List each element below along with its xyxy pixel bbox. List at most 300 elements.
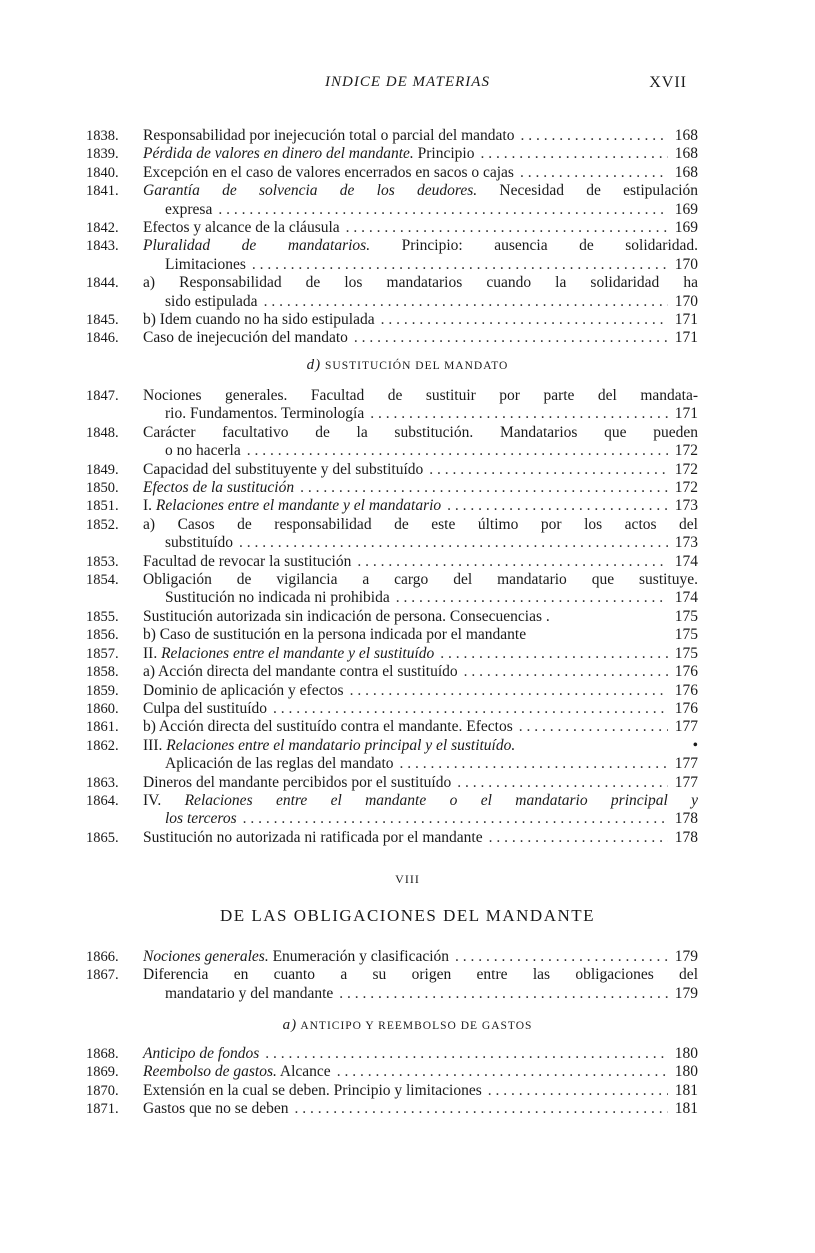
entry-text [143, 219, 698, 237]
entry-line [143, 774, 698, 792]
italic-text: Garantía de solvencia de los deudores. [143, 182, 478, 200]
entry-text [143, 663, 698, 681]
leader-dots [247, 442, 668, 460]
leader-dots [447, 497, 668, 515]
entry-text [143, 164, 698, 182]
entry-number: 1844. [86, 275, 119, 292]
entry-text [143, 311, 698, 329]
leader-dots [346, 219, 668, 237]
entry-page-number: 168 [674, 163, 698, 181]
entry-text [143, 497, 698, 515]
entry-line [143, 534, 698, 552]
index-entry [86, 718, 698, 736]
text-run: I. [143, 497, 156, 515]
entry-line-text [165, 442, 241, 460]
text-run: Sustitución no autorizada ni ratificada por el mandante [143, 828, 483, 846]
entry-line [143, 810, 698, 828]
entry-page-number: 168 [674, 145, 698, 163]
leader-dots [370, 405, 668, 423]
entry-number: 1857. [86, 645, 119, 662]
entry-line-text [143, 387, 698, 404]
text-run: Facultad de revocar la sustitución [143, 552, 352, 570]
entry-page-number: 169 [674, 219, 698, 237]
index-entry [86, 274, 698, 311]
leader-dots [464, 663, 668, 681]
entry-page-number: 177 [674, 755, 698, 773]
chapter-number: VIII [395, 872, 420, 886]
entry-line [143, 274, 698, 292]
entry-line-text [143, 553, 351, 571]
entry-line [143, 442, 698, 460]
entry-line-text [143, 966, 698, 983]
entry-line [143, 424, 698, 442]
entry-number: 1847. [86, 388, 119, 404]
entry-number: 1867. [86, 967, 119, 984]
leader-dots [455, 948, 668, 966]
entry-page-number: 178 [674, 810, 698, 828]
index-entry [86, 479, 698, 497]
entry-line-text [165, 293, 258, 311]
index-entry [86, 700, 698, 718]
entry-line [143, 626, 698, 644]
entry-number: 1871. [86, 1101, 119, 1118]
entry-page-number: • [692, 736, 698, 754]
text-run: a) Responsabilidad de los mandatarios cuando la solidaridad ha [143, 274, 698, 292]
leader-dots [218, 201, 668, 219]
entry-text [143, 1063, 698, 1081]
entry-page-number: 172 [674, 460, 698, 478]
text-run: Capacidad del substituyente y del substituído [143, 460, 424, 478]
entry-text [143, 829, 698, 847]
subsection-title: ANTICIPO Y REEMBOLSO DE GASTOS [300, 1020, 533, 1032]
text-run: expresa [165, 200, 213, 218]
text-run: b) Acción directa del sustituído contra el mandante. Efectos [143, 718, 513, 736]
index-entry [86, 571, 698, 608]
entry-line [143, 571, 698, 589]
italic-text: Relaciones entre el mandante y el sustituído [161, 644, 435, 662]
entry-text [143, 948, 698, 966]
entry-page-number: 175 [674, 607, 698, 625]
entry-line [143, 1045, 698, 1063]
entry-text [143, 682, 698, 700]
entry-page-number: 174 [674, 552, 698, 570]
entry-text [143, 571, 698, 608]
text-run: b) Caso de sustitución en la persona indicada por el mandante [143, 626, 527, 644]
index-entry [86, 461, 698, 479]
text-run: sido estipulada [165, 292, 258, 310]
entry-number: 1842. [86, 220, 119, 237]
entry-line [143, 182, 698, 200]
entry-line [143, 985, 698, 1003]
entry-number: 1863. [86, 774, 119, 791]
entry-line [143, 201, 698, 219]
entry-text [143, 645, 698, 663]
index-entry [86, 1082, 698, 1100]
entry-number: 1841. [86, 183, 119, 200]
index-entry [86, 145, 698, 163]
entry-line-text [143, 737, 515, 755]
entry-text [143, 329, 698, 347]
text-run: Responsabilidad por inejecución total o parcial del mandato [143, 127, 515, 144]
entry-text [143, 792, 698, 829]
entry-line-text [143, 645, 434, 663]
entry-line [143, 329, 698, 347]
entry-line-text [143, 164, 514, 182]
italic-text: Efectos de la sustitución [143, 479, 295, 497]
text-run: Excepción en el caso de valores encerrados en sacos o cajas [143, 163, 514, 181]
entry-number: 1839. [86, 146, 119, 163]
italic-text: Nociones generales. [143, 948, 269, 965]
entry-line [143, 755, 698, 773]
entry-text [143, 424, 698, 461]
entry-text [143, 1100, 698, 1118]
entry-line [143, 479, 698, 497]
leader-dots [300, 479, 668, 497]
entry-number: 1858. [86, 664, 119, 681]
entry-line [143, 145, 698, 163]
entry-line [143, 1100, 698, 1118]
entry-number: 1846. [86, 330, 119, 347]
text-run: Caso de inejecución del mandato [143, 329, 348, 347]
leader-dots [396, 589, 668, 607]
entry-number: 1853. [86, 553, 119, 570]
text-run: Principio [413, 145, 475, 163]
index-entry [86, 663, 698, 681]
index-entry [86, 329, 698, 347]
text-run: III. [143, 736, 167, 754]
entry-text [143, 1082, 698, 1100]
entry-line-text [165, 810, 237, 828]
entry-page-number: 178 [674, 828, 698, 846]
entry-line-text [143, 516, 698, 533]
entry-line [143, 663, 698, 681]
index-entry [86, 237, 698, 274]
entry-line [143, 164, 698, 182]
index-entry [86, 553, 698, 571]
entry-line-text [165, 985, 333, 1003]
text-run: II. [143, 644, 162, 662]
entry-line [143, 645, 698, 663]
entry-text [143, 516, 698, 553]
entry-line-text [143, 1082, 482, 1100]
entry-line-text [143, 718, 513, 736]
entry-text [143, 737, 698, 774]
text-run: rio. Fundamentos. Terminología [165, 405, 365, 423]
entry-line-text [143, 237, 698, 254]
leader-dots [381, 311, 668, 329]
index-entry [86, 424, 698, 461]
entry-number: 1850. [86, 480, 119, 497]
index-entry [86, 1100, 698, 1118]
leader-dots [520, 164, 668, 182]
entry-number: 1864. [86, 792, 119, 809]
entry-number: 1865. [86, 829, 119, 846]
entry-page-number: 171 [674, 311, 698, 329]
entry-line [143, 497, 698, 515]
subsection-heading-d [0, 357, 815, 374]
italic-text: Pérdida de valores en dinero del mandante. [143, 145, 414, 163]
entry-line-text [143, 219, 340, 237]
chapter-title: DE LAS OBLIGACIONES DEL MANDANTE [219, 906, 596, 925]
index-entry [86, 645, 698, 663]
italic-text: Pluralidad de mandatarios. [143, 237, 371, 255]
index-section-4 [86, 1045, 698, 1119]
text-run: Aplicación de las reglas del mandato [165, 755, 394, 773]
entry-line-text [143, 424, 698, 441]
entry-line [143, 792, 698, 810]
leader-dots [429, 461, 668, 479]
entry-line-text [165, 201, 212, 219]
entry-page-number: 180 [674, 1063, 698, 1081]
text-run: IV. [143, 791, 185, 809]
entry-page-number: 171 [674, 405, 698, 423]
entry-page-number: 175 [674, 626, 698, 644]
leader-dots [357, 553, 668, 571]
index-entry [86, 829, 698, 847]
text-run: o no hacerla [165, 442, 241, 460]
entry-number: 1869. [86, 1064, 119, 1081]
entry-number: 1870. [86, 1082, 119, 1099]
entry-text [143, 387, 698, 424]
text-run: b) Idem cuando no ha sido estipulada [143, 311, 375, 329]
text-run: Dominio de aplicación y efectos [143, 681, 344, 699]
text-run: Principio: ausencia de solidaridad. [370, 237, 699, 255]
index-entry [86, 516, 698, 553]
italic-text: Relaciones entre el mandante o el mandatario principal y [184, 791, 699, 809]
entry-line-text [143, 829, 483, 847]
subsection-letter: a) [282, 1017, 298, 1033]
index-entry [86, 682, 698, 700]
entry-line-text [143, 663, 458, 681]
entry-text [143, 1045, 698, 1063]
running-header-title: INDICE DE MATERIAS [325, 74, 490, 90]
index-entry [86, 497, 698, 515]
entry-line [143, 1082, 698, 1100]
text-run: mandatario y del mandante [165, 984, 334, 1002]
entry-text [143, 626, 698, 644]
entry-number: 1862. [86, 737, 119, 754]
leader-dots [243, 810, 668, 828]
entry-number: 1856. [86, 627, 119, 644]
entry-line-text [165, 534, 233, 552]
entry-text [143, 127, 698, 145]
index-entry [86, 127, 698, 145]
text-run: Sustitución no indicada ni prohibida [165, 589, 390, 607]
index-entry [86, 948, 698, 966]
entry-line-text [143, 329, 348, 347]
entry-number: 1838. [86, 128, 119, 144]
subsection-title: SUSTITUCIÓN DEL MANDATO [325, 360, 509, 372]
entry-page-number: 173 [674, 534, 698, 552]
text-run: Nociones generales. Facultad de sustituir por parte del mandata- [143, 387, 698, 404]
entry-page-number: 177 [674, 718, 698, 736]
entry-line-text [143, 571, 698, 588]
text-run: Alcance [276, 1063, 331, 1081]
entry-page-number: 181 [674, 1100, 698, 1118]
entry-number: 1861. [86, 719, 119, 736]
entry-text [143, 274, 698, 311]
entry-line-text [143, 1045, 259, 1063]
entry-page-number: 179 [674, 948, 698, 965]
index-entry [86, 387, 698, 424]
entry-number: 1868. [86, 1046, 119, 1062]
index-entry [86, 608, 698, 626]
index-entry [86, 219, 698, 237]
entry-line-text [143, 608, 550, 626]
entry-line-text [143, 182, 698, 199]
entry-line [143, 405, 698, 423]
entry-page-number: 170 [674, 255, 698, 273]
entry-line-text [143, 461, 423, 479]
entry-page-number: 175 [674, 644, 698, 662]
leader-dots [295, 1100, 669, 1118]
leader-dots [239, 534, 668, 552]
entry-page-number: 179 [674, 984, 698, 1002]
subsection-letter: d) [306, 357, 322, 373]
entry-line [143, 219, 698, 237]
index-entry [86, 966, 698, 1003]
entry-line [143, 700, 698, 718]
entry-line [143, 293, 698, 311]
leader-dots [252, 256, 668, 274]
entry-page-number: 168 [674, 127, 698, 144]
entry-text [143, 145, 698, 163]
entry-number: 1860. [86, 700, 119, 717]
text-run: Sustitución autorizada sin indicación de persona. Consecuencias . [143, 607, 550, 625]
entry-number: 1852. [86, 516, 119, 533]
entry-line [143, 966, 698, 984]
entry-number: 1843. [86, 238, 119, 255]
text-run: Culpa del sustituído [143, 699, 267, 717]
entry-number: 1866. [86, 949, 119, 965]
text-run: Dineros del mandante percibidos por el sustituído [143, 773, 452, 791]
entry-line-text [143, 479, 294, 497]
leader-dots [354, 329, 668, 347]
italic-text: los terceros [165, 810, 237, 828]
entry-number: 1851. [86, 498, 119, 515]
entry-page-number: 176 [674, 663, 698, 681]
leader-dots [265, 1045, 668, 1063]
leader-dots [264, 293, 668, 311]
italic-text: Reembolso de gastos. [143, 1063, 277, 1081]
entry-text [143, 479, 698, 497]
entry-page-number: 177 [674, 773, 698, 791]
entry-line-text [143, 145, 474, 163]
leader-dots [489, 829, 668, 847]
text-run: substituído [165, 534, 234, 552]
entry-line-text [165, 755, 394, 773]
italic-text: Relaciones entre el mandante y el mandatario [155, 497, 442, 515]
entry-line-text [143, 497, 441, 515]
entry-line-text [165, 256, 246, 274]
index-entry [86, 1045, 698, 1063]
entry-page-number: 176 [674, 681, 698, 699]
entry-page-number: 172 [674, 479, 698, 497]
entry-text [143, 774, 698, 792]
entry-page-number: 173 [674, 497, 698, 515]
entry-number: 1859. [86, 682, 119, 699]
entry-page-number: 169 [674, 200, 698, 218]
index-section-2 [86, 387, 698, 847]
leader-dots [457, 774, 668, 792]
index-section-3 [86, 948, 698, 1003]
leader-dots [480, 145, 668, 163]
leader-dots [273, 700, 668, 718]
entry-text [143, 718, 698, 736]
entry-line-text [143, 682, 344, 700]
leader-dots [488, 1082, 668, 1100]
entry-line [143, 829, 698, 847]
index-entry [86, 737, 698, 774]
entry-page-number: 180 [674, 1045, 698, 1062]
entry-line [143, 237, 698, 255]
entry-line [143, 461, 698, 479]
entry-number: 1855. [86, 608, 119, 625]
entry-line-text [143, 274, 698, 291]
text-run: Extensión en la cual se deben. Principio y limitaciones [143, 1081, 482, 1099]
entry-line [143, 127, 698, 145]
entry-page-number: 171 [674, 329, 698, 347]
index-entry [86, 311, 698, 329]
text-run: Gastos que no se deben [143, 1100, 289, 1118]
entry-line [143, 1063, 698, 1081]
entry-line [143, 256, 698, 274]
entry-line [143, 516, 698, 534]
leader-dots [440, 645, 668, 663]
entry-number: 1854. [86, 572, 119, 589]
entry-line [143, 718, 698, 736]
leader-dots [520, 127, 668, 145]
entry-page-number: 174 [674, 589, 698, 607]
leader-dots [339, 985, 668, 1003]
entry-line-text [143, 774, 451, 792]
text-run: Necesidad de estipulación [477, 182, 699, 200]
leader-dots [350, 682, 668, 700]
index-section-1 [86, 127, 698, 348]
index-entry [86, 626, 698, 644]
italic-text: Anticipo de fondos [143, 1045, 260, 1062]
entry-line-text [143, 626, 526, 644]
text-run: a) Casos de responsabilidad de este último por los actos del [143, 515, 698, 533]
entry-text [143, 461, 698, 479]
entry-line-text [165, 589, 390, 607]
entry-number: 1849. [86, 461, 119, 478]
italic-text: Relaciones entre el mandatario principal y el sustituído. [166, 736, 516, 754]
entry-line-text [143, 792, 698, 809]
entry-text [143, 608, 698, 626]
entry-line [143, 589, 698, 607]
entry-line-text [143, 700, 267, 718]
text-run: Carácter facultativo de la substitución. Mandatarios que pueden [143, 423, 698, 441]
index-entry [86, 1063, 698, 1081]
entry-line [143, 311, 698, 329]
entry-text [143, 966, 698, 1003]
entry-text [143, 182, 698, 219]
entry-page-number: 181 [674, 1081, 698, 1099]
entry-number: 1848. [86, 424, 119, 441]
entry-line [143, 682, 698, 700]
entry-line [143, 948, 698, 966]
entry-page-number: 170 [674, 292, 698, 310]
entry-page-number: 176 [674, 699, 698, 717]
entry-text [143, 553, 698, 571]
text-run: Obligación de vigilancia a cargo del mandatario que sustituye. [143, 571, 698, 589]
leader-dots [519, 718, 668, 736]
text-run: Enumeración y clasificación [268, 948, 450, 965]
text-run: a) Acción directa del mandante contra el sustituído [143, 663, 458, 681]
index-entry [86, 792, 698, 829]
index-entry [86, 774, 698, 792]
